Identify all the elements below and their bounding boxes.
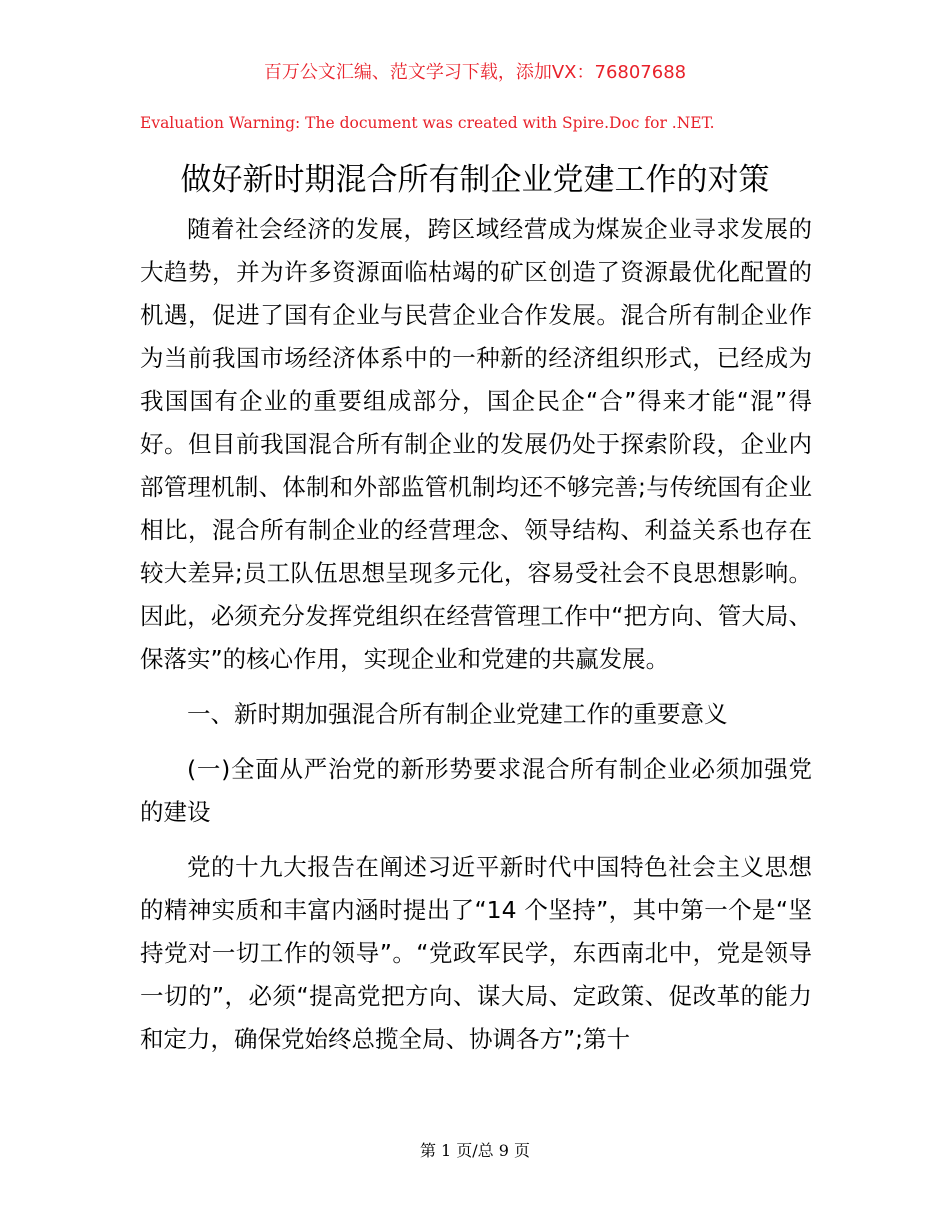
document-body: [140, 208, 812, 1061]
page-footer: 第 1 页/总 9 页: [419, 1141, 531, 1160]
body-paragraph: 随着社会经济的发展，跨区域经营成为煤炭企业寻求发展的大趋势，并为许多资源面临枯竭的矿区创造了资源最优化配置的机遇，促进了国有企业与民营企业合作发展。混合所有制企业作为当前我国市场经济体系中的一种新的经济组织形式，已经成为我国国有企业的重要组成部分，国企民企“合”得来才能“混”得好。但目前我国混合所有制企业的发展仍处于探索阶段，企业内部管理机制、体制和外部监管机制均还不够完善;与传统国有企业相比，混合所有制企业的经营理念、领导结构、利益关系也存在较大差异;员工队伍思想呈现多元化，容易受社会不良思想影响。因此，必须充分发挥党组织在经营管理工作中“把方向、管大局、保落实”的核心作用，实现企业和党建的共赢发展。: [140, 215, 812, 673]
section-heading: 一、新时期加强混合所有制企业党建工作的重要意义: [187, 700, 728, 728]
subsection-heading: (一)全面从严治党的新形势要求混合所有制企业必须加强党的建设: [140, 755, 812, 826]
header-banner: 百万公文汇编、范文学习下载，添加VX：76807688: [263, 62, 687, 83]
document-title: 做好新时期混合所有制企业党建工作的对策: [180, 162, 770, 198]
body-paragraph: 党的十九大报告在阐述习近平新时代中国特色社会主义思想的精神实质和丰富内涵时提出了“14 个坚持”，其中第一个是“坚持党对一切工作的领导”。“党政军民学，东西南北中，党是领导一切的”，必须“提高党把方向、谋大局、定政策、促改革的能力和定力，确保党始终总揽全局、协调各方”;第十: [140, 853, 812, 1053]
evaluation-warning: Evaluation Warning: The document was created with Spire.Doc for .NET.: [140, 114, 715, 132]
